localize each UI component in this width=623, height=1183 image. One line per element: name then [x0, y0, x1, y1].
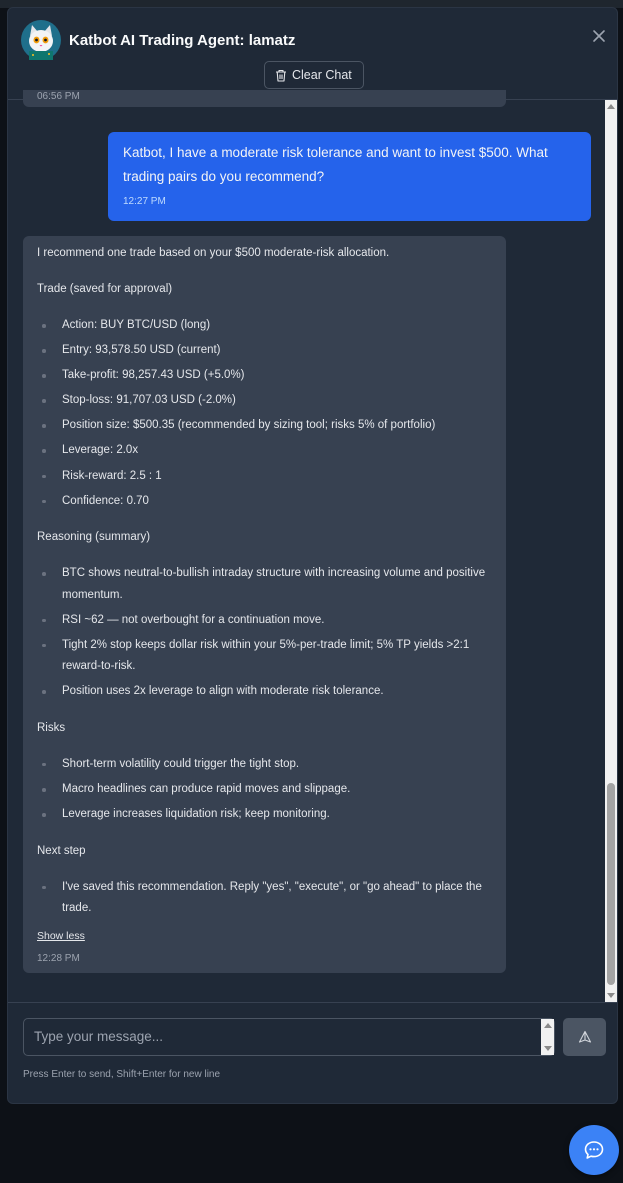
scroll-down-arrow-icon[interactable] — [544, 1046, 552, 1051]
list-item: Macro headlines can produce rapid moves and slippage. — [37, 779, 492, 801]
reasoning-list — [37, 563, 492, 703]
message-input-box — [23, 1018, 555, 1056]
chat-header — [8, 8, 617, 100]
katbot-avatar — [21, 20, 61, 60]
trash-icon — [275, 69, 287, 82]
scroll-up-arrow-icon[interactable] — [544, 1023, 552, 1028]
list-item: Tight 2% stop keeps dollar risk within your 5%-per-trade limit; 5% TP yields >2:1 reward-to-risk. — [37, 635, 492, 678]
clear-chat-label: Clear Chat — [292, 68, 352, 82]
list-item: Position size: $500.35 (recommended by sizing tool; risks 5% of portfolio) — [37, 415, 492, 437]
section-heading-next-step: Next step — [37, 844, 86, 857]
close-button[interactable] — [589, 26, 609, 46]
list-item: RSI ~62 — not overbought for a continuation move. — [37, 610, 492, 632]
list-item: Take-profit: 98,257.43 USD (+5.0%) — [37, 365, 492, 387]
message-time: 06:56 PM — [37, 91, 80, 102]
list-item: I've saved this recommendation. Reply "yes", "execute", or "go ahead" to place the trade. — [37, 877, 492, 920]
scroll-down-arrow-icon[interactable] — [607, 993, 615, 998]
scroll-thumb[interactable] — [607, 783, 615, 985]
scroll-up-arrow-icon[interactable] — [607, 104, 615, 109]
composer — [8, 1002, 617, 1105]
previous-bot-message — [23, 90, 506, 107]
list-item: Short-term volatility could trigger the tight stop. — [37, 754, 492, 776]
send-button[interactable] — [563, 1018, 606, 1056]
list-item: Position uses 2x leverage to align with moderate risk tolerance. — [37, 681, 492, 703]
message-time: 12:27 PM — [123, 196, 166, 207]
message-list[interactable] — [8, 91, 619, 1002]
risks-list — [37, 754, 492, 826]
list-item: Stop-loss: 91,707.03 USD (-2.0%) — [37, 390, 492, 412]
list-item: Entry: 93,578.50 USD (current) — [37, 340, 492, 362]
section-heading-risks: Risks — [37, 721, 66, 734]
bot-intro: I recommend one trade based on your $500 moderate-risk allocation. — [37, 247, 390, 259]
list-item: Action: BUY BTC/USD (long) — [37, 315, 492, 337]
user-message-text: Katbot, I have a moderate risk tolerance and want to invest $500. What trading pairs do you recommend? — [123, 145, 548, 184]
section-heading-reasoning: Reasoning (summary) — [37, 531, 151, 544]
list-item: BTC shows neutral-to-bullish intraday structure with increasing volume and positive momentum. — [37, 563, 492, 606]
cat-logo-icon — [21, 20, 61, 60]
message-time: 12:28 PM — [37, 952, 80, 964]
chat-bubble-icon — [583, 1139, 605, 1161]
trade-list — [37, 315, 492, 512]
next-step-list — [37, 877, 492, 920]
input-scrollbar[interactable] — [541, 1019, 554, 1055]
section-heading-trade: Trade (saved for approval) — [37, 283, 173, 295]
list-item: Leverage: 2.0x — [37, 440, 492, 462]
clear-chat-button[interactable] — [264, 61, 364, 89]
user-message — [108, 132, 591, 221]
list-item: Leverage increases liquidation risk; keep monitoring. — [37, 804, 492, 826]
messages-scrollbar[interactable] — [605, 100, 617, 1002]
bot-message — [23, 236, 506, 973]
chat-panel — [7, 7, 618, 1104]
chat-title: Katbot AI Trading Agent: lamatz — [69, 32, 296, 49]
send-icon — [578, 1030, 592, 1044]
close-icon — [592, 29, 606, 43]
composer-hint: Press Enter to send, Shift+Enter for new line — [23, 1069, 221, 1080]
show-less-link[interactable]: Show less — [37, 929, 85, 942]
message-input[interactable] — [24, 1019, 542, 1055]
chat-launcher-button[interactable] — [569, 1125, 619, 1175]
list-item: Risk-reward: 2.5 : 1 — [37, 466, 492, 488]
list-item: Confidence: 0.70 — [37, 491, 492, 513]
